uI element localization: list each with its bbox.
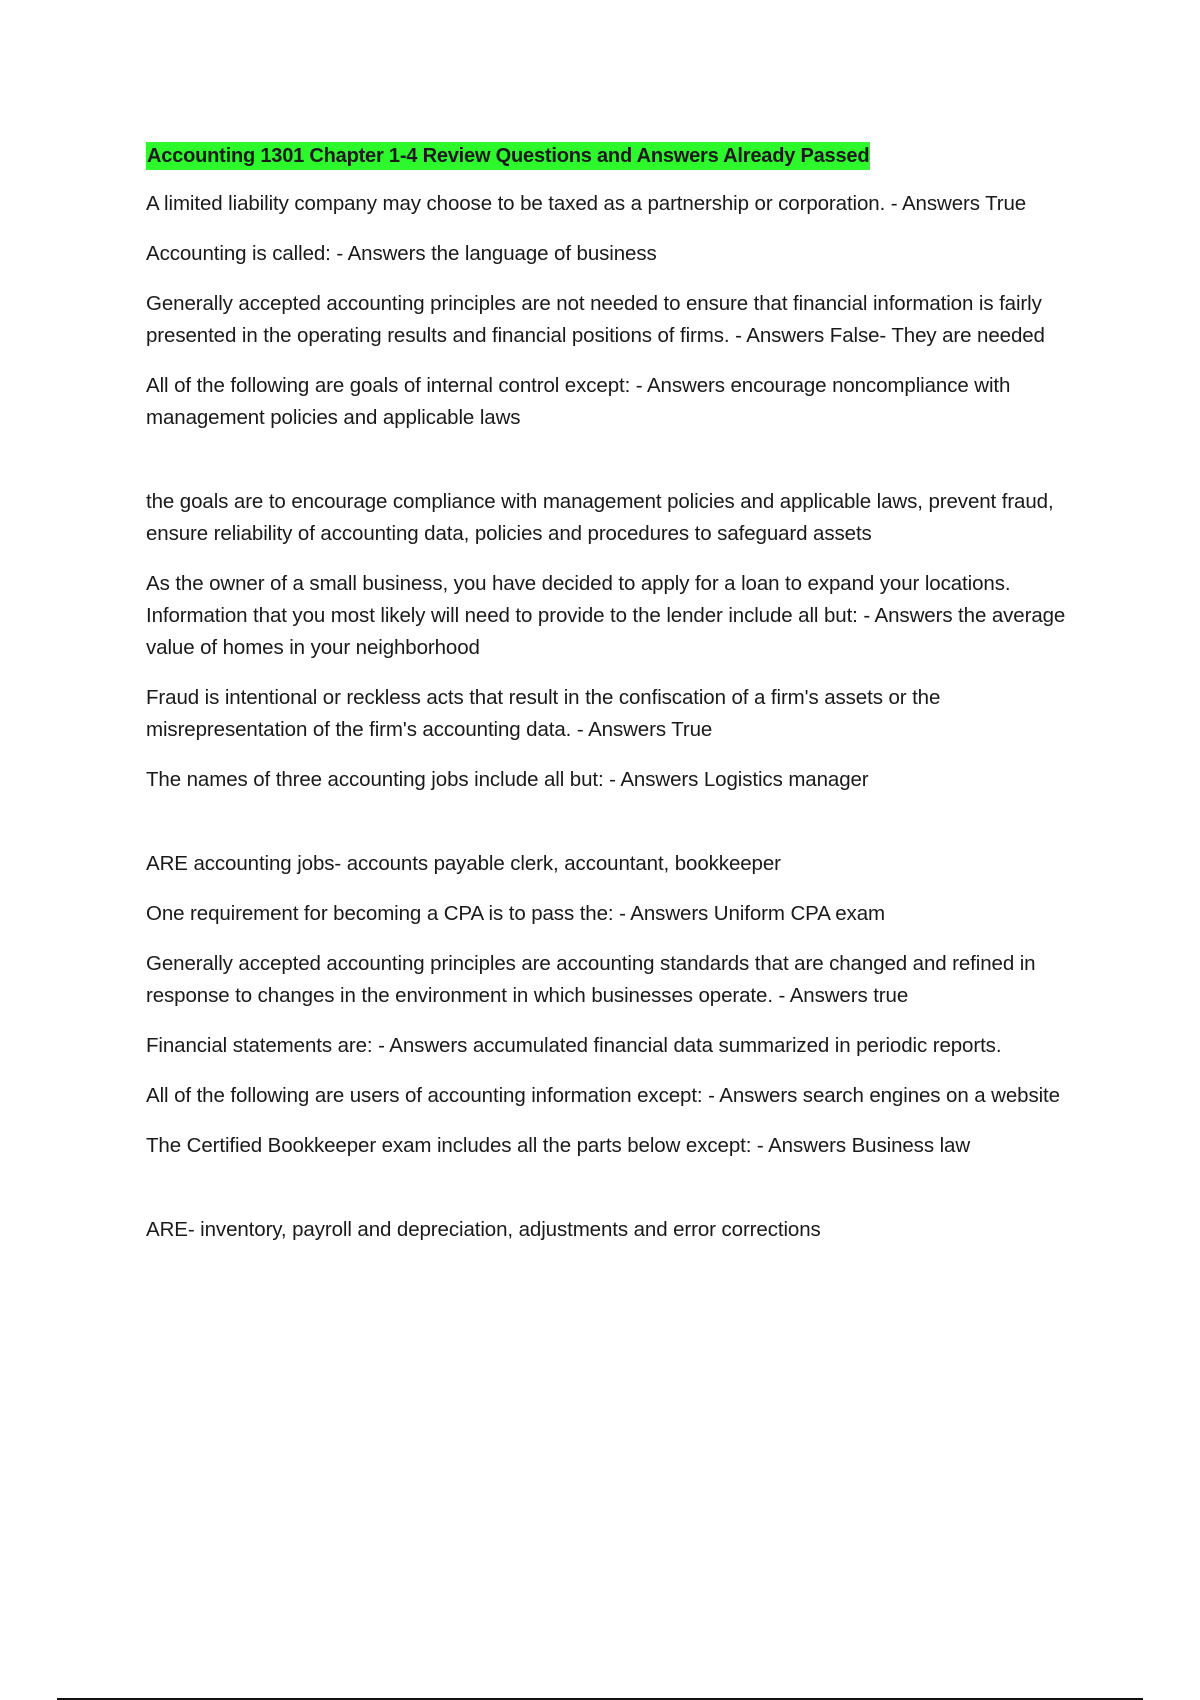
qa-explanation: the goals are to encourage compliance with management policies and applicable laws, prevent fraud, ensure reliability of accounting data, policies and procedures to safeguard assets xyxy=(146,490,1054,545)
qa-paragraph: Accounting is called: - Answers the language of business xyxy=(146,242,657,265)
qa-paragraph: The Certified Bookkeeper exam includes all the parts below except: - Answers Business law xyxy=(146,1134,971,1157)
qa-paragraph: One requirement for becoming a CPA is to pass the: - Answers Uniform CPA exam xyxy=(146,902,885,925)
qa-explanation: ARE- inventory, payroll and depreciation, adjustments and error corrections xyxy=(146,1218,821,1241)
qa-paragraph: All of the following are users of accounting information except: - Answers search engines on a website xyxy=(146,1084,1060,1107)
qa-explanation: ARE accounting jobs- accounts payable clerk, accountant, bookkeeper xyxy=(146,852,781,875)
document-title: Accounting 1301 Chapter 1-4 Review Questions and Answers Already Passed xyxy=(146,142,870,170)
qa-paragraph: Generally accepted accounting principles are not needed to ensure that financial information is fairly presented in the operating results and financial positions of firms. - Answers False- They are needed xyxy=(146,292,1045,347)
qa-paragraph: Generally accepted accounting principles are accounting standards that are changed and refined in response to changes in the environment in which businesses operate. - Answers true xyxy=(146,952,1036,1007)
qa-paragraph: As the owner of a small business, you have decided to apply for a loan to expand your locations. Information that you most likely will need to provide to the lender include all but: - Answers the average value of homes in your neighborhood xyxy=(146,572,1066,659)
qa-paragraph: The names of three accounting jobs include all but: - Answers Logistics manager xyxy=(146,768,869,791)
qa-paragraph: All of the following are goals of internal control except: - Answers encourage noncompliance with management policies and applicable laws xyxy=(146,374,1011,429)
document-page xyxy=(146,142,1096,1264)
qa-paragraph: A limited liability company may choose to be taxed as a partnership or corporation. - Answers True xyxy=(146,192,1027,215)
qa-paragraph: Fraud is intentional or reckless acts that result in the confiscation of a firm's assets or the misrepresentation of the firm's accounting data. - Answers True xyxy=(146,686,941,741)
qa-paragraph: Financial statements are: - Answers accumulated financial data summarized in periodic reports. xyxy=(146,1034,1002,1057)
